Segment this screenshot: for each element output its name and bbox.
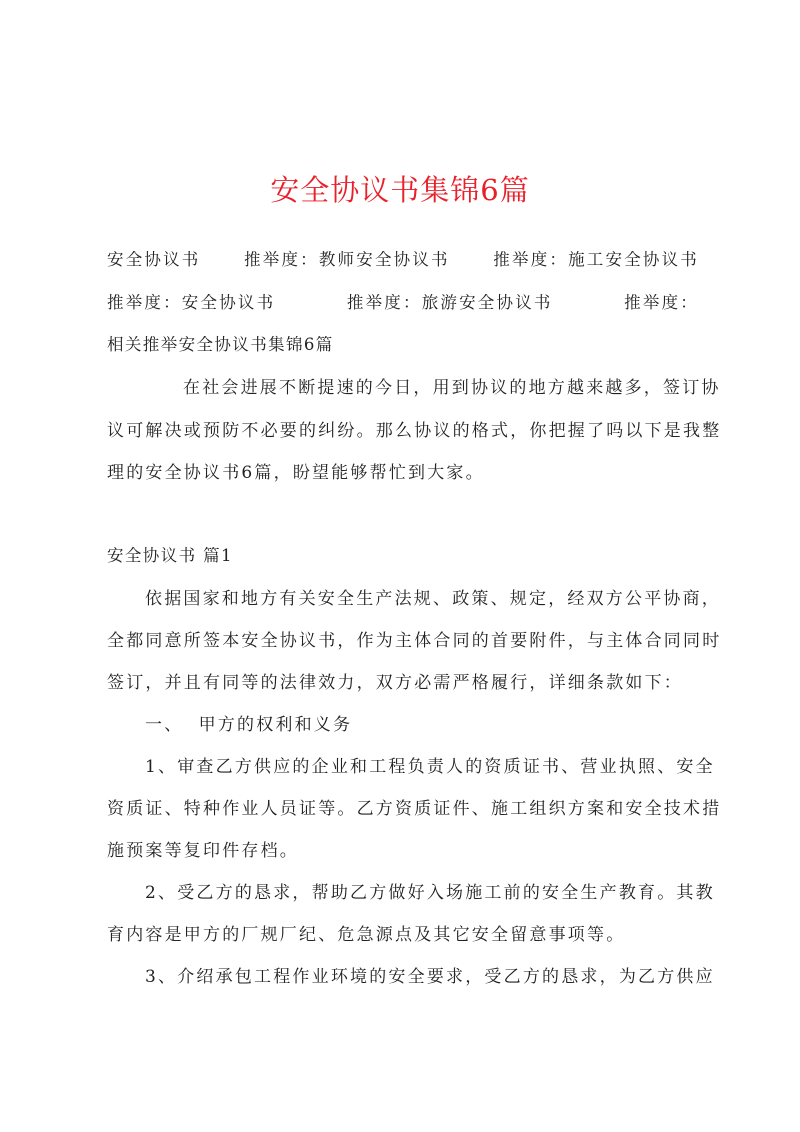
intro-line: 议可解决或预防不必要的纠纷。那么协议的格式，你把握了吗以下是我整 [107, 421, 722, 441]
section-heading: 安全协议书 篇1 [107, 546, 233, 565]
paragraph-line: 资质证、特种作业人员证等。乙方资质证件、施工组织方案和安全技术措 [107, 799, 722, 819]
recommend-link[interactable]: 推举度：教师安全协议书 [244, 250, 450, 269]
document-title: 安全协议书集锦6篇 [270, 173, 530, 207]
paragraph-line: 2、受乙方的恳求，帮助乙方做好入场施工前的安全生产教育。其教 [145, 883, 715, 903]
recommend-row-3: 相关推举安全协议书集锦6篇 [107, 335, 334, 354]
recommend-link[interactable]: 推举度： [624, 293, 699, 312]
recommend-link[interactable]: 推举度：旅游安全协议书 [346, 293, 553, 312]
recommend-link[interactable]: 推举度：安全协议书 [107, 293, 276, 312]
recommend-link[interactable]: 推举度：施工安全协议书 [493, 250, 699, 269]
paragraph-line: 全都同意所签本安全协议书，作为主体合同的首要附件，与主体合同同时 [107, 631, 722, 651]
recommend-row-1 [107, 246, 699, 270]
intro-line: 在社会进展不断提速的今日，用到协议的地方越来越多，签订协 [183, 378, 721, 398]
paragraph-line: 3、介绍承包工程作业环境的安全要求，受乙方的恳求，为乙方供应 [145, 967, 715, 987]
recommend-link[interactable]: 安全协议书 [107, 250, 201, 269]
recommend-row-2 [107, 289, 699, 313]
paragraph-line: 依据国家和地方有关安全生产法规、政策、规定，经双方公平协商， [145, 589, 721, 609]
paragraph-line: 一、 甲方的权利和义务 [145, 715, 353, 735]
paragraph-line: 育内容是甲方的厂规厂纪、危急源点及其它安全留意事项等。 [107, 925, 626, 945]
paragraph-line: 1、审查乙方供应的企业和工程负责人的资质证书、营业执照、安全 [145, 757, 715, 777]
paragraph-line: 施预案等复印件存档。 [107, 841, 299, 861]
paragraph-line: 签订，并且有同等的法律效力，双方必需严格履行，详细条款如下： [107, 673, 683, 693]
intro-line: 理的安全协议书6篇，盼望能够帮忙到大家。 [107, 463, 485, 483]
